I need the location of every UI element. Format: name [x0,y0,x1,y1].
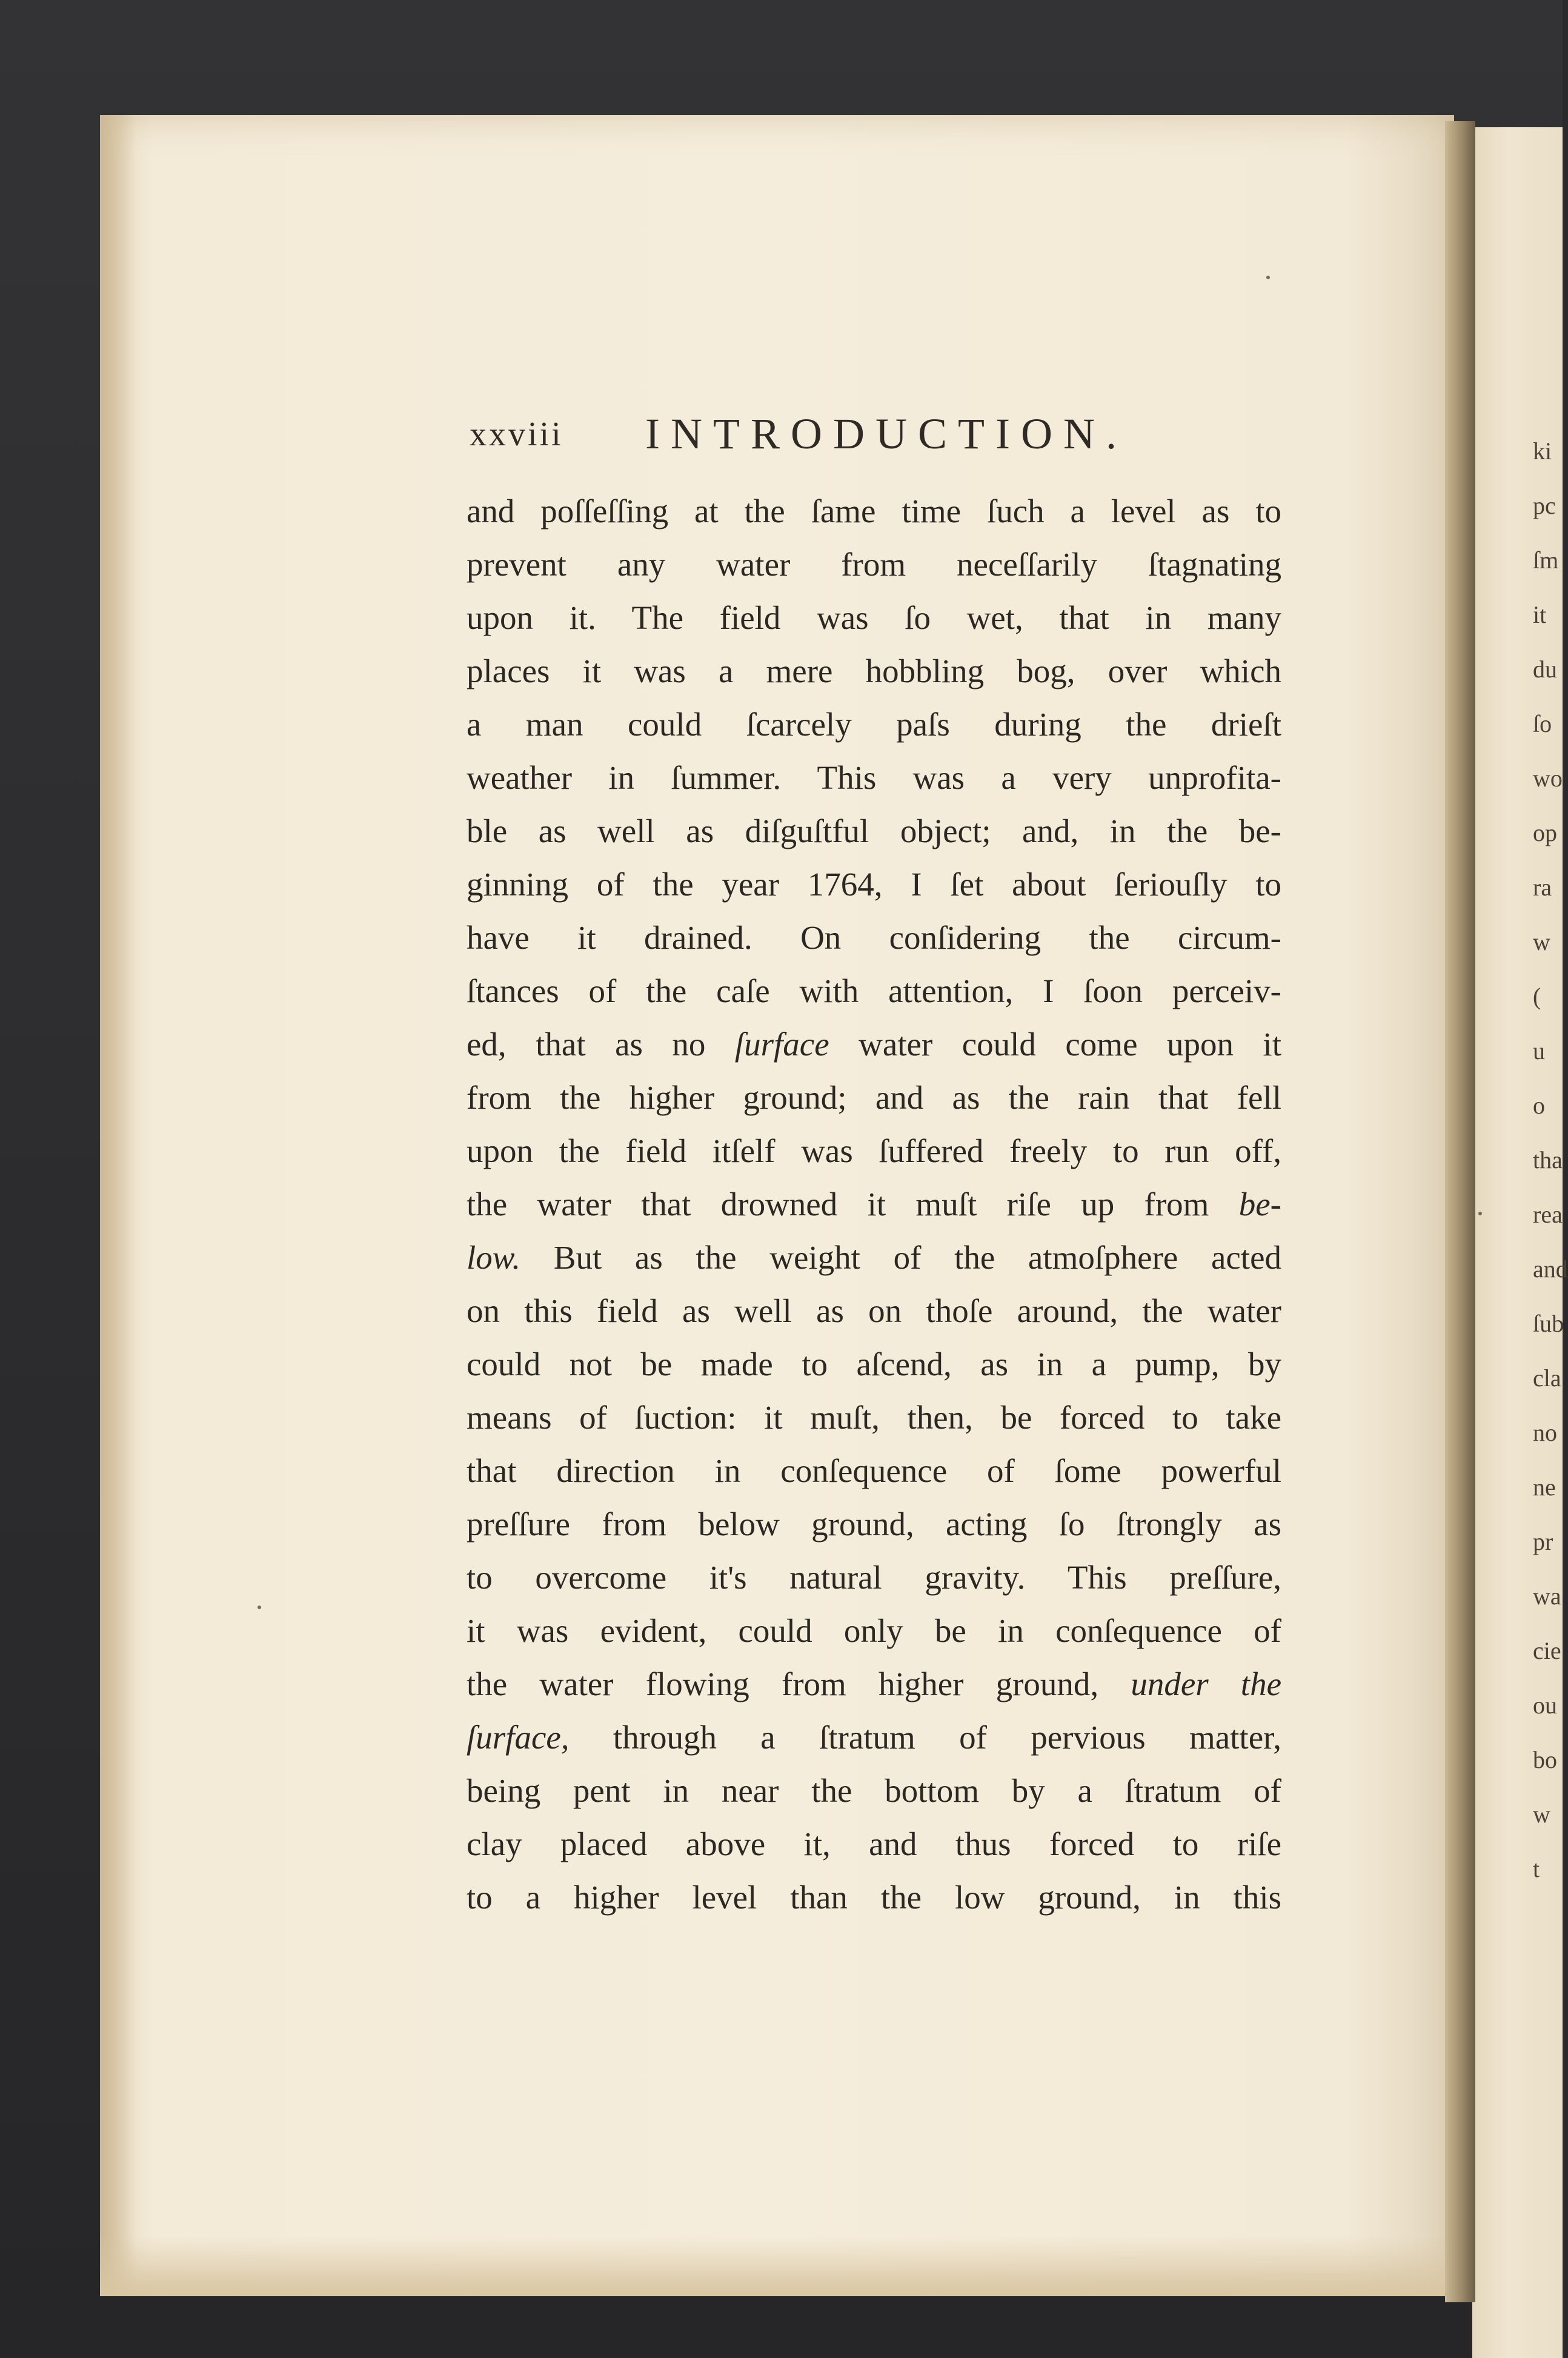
facing-page-fragment: and [1533,1255,1568,1283]
text-run: upon the field itſelf was ſuffered freely to run off, [467,1132,1281,1169]
text-run: But as the weight of the atmoſphere acted [520,1239,1281,1276]
facing-page-fragment: op [1533,819,1557,846]
text-line [467,1231,1281,1284]
facing-page-fragment: ki [1533,437,1552,465]
text-line [467,1124,1281,1178]
text-run: preſſure from below ground, acting ſo ſtrongly as [467,1506,1281,1543]
facing-page-text-fragments [1533,424,1568,1999]
facing-page-fragment: ſo [1533,710,1552,737]
facing-page-fragment: no [1533,1419,1557,1446]
text-line [467,485,1281,538]
facing-page-fragment: bo [1533,1746,1557,1773]
italic-text: under the [1131,1666,1281,1702]
page-header [470,409,1178,470]
text-run: have it drained. On conſidering the circum- [467,919,1281,956]
text-line [467,1871,1281,1924]
facing-page-fragment: cie [1533,1637,1561,1664]
running-title: INTRODUCTION. [645,410,1128,458]
facing-page-fragment: pr [1533,1528,1553,1555]
text-line [467,698,1281,751]
text-run: from the higher ground; and as the rain that fell [467,1079,1281,1116]
text-line [467,1711,1281,1764]
text-run: ble as well as diſguſtful object; and, in the be- [467,812,1281,849]
text-line [467,1284,1281,1338]
text-line [467,805,1281,858]
text-run: places it was a mere hobbling bog, over which [467,653,1281,689]
text-run: prevent any water from neceſſarily ſtagnating [467,546,1281,583]
text-run: water could come upon it [829,1026,1281,1063]
text-line [467,1071,1281,1124]
italic-text: be- [1238,1186,1281,1223]
facing-page-fragment: pc [1533,492,1556,519]
text-line [467,965,1281,1018]
text-run: the water flowing from higher ground, [467,1666,1131,1702]
facing-page-fragment: w [1533,1801,1550,1828]
facing-page-fragment: ou [1533,1692,1557,1719]
text-line [467,911,1281,965]
text-run: and poſſeſſing at the ſame time ſuch a level as to [467,493,1281,530]
text-line [467,1444,1281,1498]
facing-page-fragment: ſm [1533,546,1559,574]
facing-page-fragment: ne [1533,1473,1556,1501]
text-line [467,645,1281,698]
text-run: it was evident, could only be in conſequence of [467,1612,1281,1649]
text-line [467,1018,1281,1071]
text-run: that direction in conſequence of ſome powerful [467,1452,1281,1489]
facing-page-fragment: t [1533,1855,1540,1882]
text-run: could not be made to aſcend, as in a pump, by [467,1346,1281,1383]
text-line [467,1658,1281,1711]
text-run: on this field as well as on thoſe around, the water [467,1292,1281,1329]
text-run: being pent in near the bottom by a ſtratum of [467,1772,1281,1809]
text-line [467,1604,1281,1658]
facing-page-fragment: it [1533,601,1547,628]
facing-page-fragment: w [1533,928,1550,955]
facing-page-fragment: ( [1533,983,1541,1010]
text-run: to a higher level than the low ground, in this [467,1879,1281,1916]
facing-page-fragment: wo [1533,765,1563,792]
facing-page-fragment: du [1533,656,1557,683]
text-run: through a ſtratum of pervious matter, [569,1719,1281,1756]
text-line [467,591,1281,645]
facing-page-fragment: u [1533,1037,1545,1064]
facing-page-fragment: wa [1533,1583,1561,1610]
paper-speck [1478,1212,1482,1215]
text-line [467,1551,1281,1604]
paper-speck [1266,276,1270,279]
text-run: weather in ſummer. This was a very unprofita- [467,759,1281,796]
facing-page-fragment: o [1533,1092,1545,1119]
text-run: ginning of the year 1764, I ſet about ſeriouſly to [467,866,1281,903]
text-line [467,1178,1281,1231]
paper-speck [257,1606,261,1609]
facing-page-fragment: rea [1533,1201,1563,1228]
page-left-edge [100,115,136,2296]
italic-text: ſurface, [467,1719,570,1756]
italic-text: low. [467,1239,521,1276]
book-gutter [1445,121,1475,2302]
text-run: the water that drowned it muſt riſe up from [467,1186,1239,1223]
text-line [467,1764,1281,1818]
page-bottom-edge [100,2236,1454,2296]
text-run: means of ſuction: it muſt, then, be forced to take [467,1399,1281,1436]
text-line [467,858,1281,911]
text-run: a man could ſcarcely paſs during the drieſt [467,706,1281,743]
text-run: upon it. The field was ſo wet, that in many [467,599,1281,636]
text-line [467,538,1281,591]
facing-page-fragment: ra [1533,874,1552,901]
facing-page-fragment: ſub [1533,1310,1564,1337]
text-line [467,1818,1281,1871]
text-line [467,751,1281,805]
facing-page-fragment: cla [1533,1364,1561,1392]
text-run: clay placed above it, and thus forced to riſe [467,1825,1281,1862]
text-line [467,1498,1281,1551]
text-line [467,1391,1281,1444]
text-run: ed, that as no [467,1026,735,1063]
body-text [467,485,1281,1924]
text-run: ſtances of the caſe with attention, I ſoon perceiv- [467,972,1281,1009]
facing-page-fragment: tha [1533,1146,1563,1174]
page-number: xxviii [470,416,563,453]
italic-text: ſurface [734,1026,829,1063]
text-line [467,1338,1281,1391]
text-run: to overcome it's natural gravity. This preſſure, [467,1559,1281,1596]
